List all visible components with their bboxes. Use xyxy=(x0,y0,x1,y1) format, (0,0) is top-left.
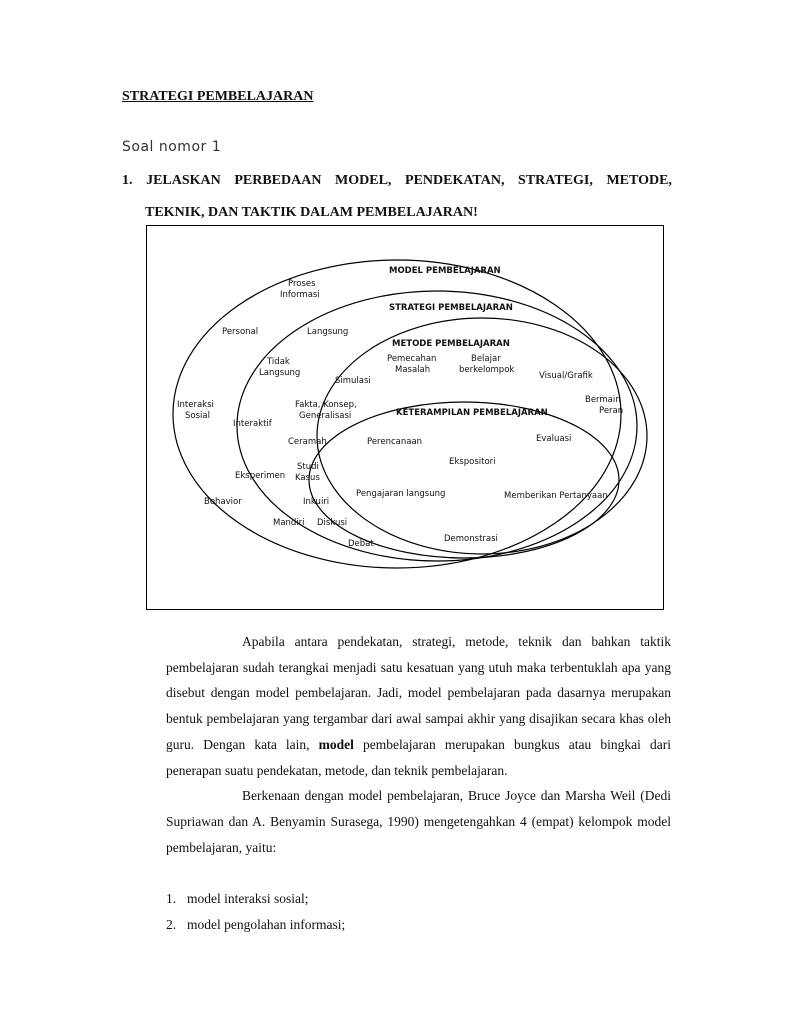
label-generalisasi: Generalisasi xyxy=(299,411,352,421)
label-proses: Proses xyxy=(288,279,316,289)
question-number: 1. xyxy=(122,173,133,188)
label-diskusi: Diskusi xyxy=(317,518,348,528)
question-line-1 xyxy=(122,173,672,189)
label-evaluasi: Evaluasi xyxy=(536,434,572,444)
label-ekspositori: Ekspositori xyxy=(449,457,496,467)
label-eksperimen: Eksperimen xyxy=(235,471,286,481)
question-line-2: TEKNIK, DAN TAKTIK DALAM PEMBELAJARAN! xyxy=(145,205,478,220)
paragraph-1-text: Apabila antara pendekatan, strategi, metode, teknik dan bahkan taktik pembelajaran sudah terangkai menjadi satu kesatuan yang utuh maka terbentuklah apa yang disebut dengan model pembelajaran. Jadi, model pembelajaran pada dasarnya merupakan bentuk pembelajaran yang tergambar dari awal sampai akhir yang disajikan secara khas oleh guru. Dengan kata lain, xyxy=(166,634,671,752)
label-kasus: Kasus xyxy=(295,473,320,483)
label-ceramah: Ceramah xyxy=(288,437,327,447)
document-title: STRATEGI PEMBELAJARAN xyxy=(122,89,314,104)
heading-model: MODEL PEMBELAJARAN xyxy=(389,266,501,276)
list-text: model pengolahan informasi; xyxy=(187,916,346,932)
label-masalah: Masalah xyxy=(395,365,431,375)
list-text: model interaksi sosial; xyxy=(187,891,309,906)
list-number: 1. xyxy=(166,891,177,906)
label-simulasi: Simulasi xyxy=(335,376,371,386)
question-word: PERBEDAAN xyxy=(234,173,322,188)
label-belajar: Belajar xyxy=(471,354,501,364)
label-visual-grafik: Visual/Grafik xyxy=(539,371,593,381)
question-word: PENDEKATAN, xyxy=(405,173,505,188)
model-list xyxy=(166,886,345,937)
label-memberikan-pertanyaan: Memberikan Pertanyaan xyxy=(504,491,608,501)
question-word: METODE, xyxy=(606,173,672,188)
question-word: MODEL, xyxy=(335,173,392,188)
label-bermain: Bermain xyxy=(585,395,621,405)
list-number: 2. xyxy=(166,916,177,932)
heading-strategi: STRATEGI PEMBELAJARAN xyxy=(389,303,513,313)
label-berkelompok: berkelompok xyxy=(459,365,515,375)
label-pengajaran-langsung: Pengajaran langsung xyxy=(356,489,446,499)
question-word: JELASKAN xyxy=(146,173,221,188)
list-item xyxy=(166,886,345,912)
question-word: STRATEGI, xyxy=(518,173,593,188)
heading-metode: METODE PEMBELAJARAN xyxy=(392,339,510,349)
label-sosial: Sosial xyxy=(185,411,210,421)
bold-word-model: model xyxy=(318,736,354,752)
label-debat: Debat xyxy=(348,539,374,549)
soal-label: Soal nomor 1 xyxy=(122,139,222,155)
label-personal: Personal xyxy=(222,327,259,337)
label-peran: Peran xyxy=(599,406,624,416)
list-item xyxy=(166,912,345,938)
label-demonstrasi: Demonstrasi xyxy=(444,534,498,544)
label-mandiri: Mandiri xyxy=(273,518,305,528)
nested-ellipse-diagram xyxy=(146,225,664,610)
paragraph-2: Berkenaan dengan model pembelajaran, Bruce Joyce dan Marsha Weil (Dedi Supriawan dan A. Benyamin Surasega, 1990) mengetengahkan 4 (empat) kelompok model pembelajaran, yaitu: xyxy=(166,788,671,855)
label-fakta-konsep: Fakta, Konsep, xyxy=(295,400,357,410)
label-tidak-langsung: Langsung xyxy=(259,368,301,378)
label-behavior: Behavior xyxy=(204,497,242,507)
paragraph-1 xyxy=(166,629,671,860)
label-informasi: Informasi xyxy=(280,290,320,300)
label-interaktif: Interaktif xyxy=(233,419,272,429)
label-tidak: Tidak xyxy=(267,357,290,367)
label-langsung: Langsung xyxy=(307,327,349,337)
label-interaksi: Interaksi xyxy=(177,400,214,410)
label-studi: Studi xyxy=(297,462,319,472)
heading-keterampilan: KETERAMPILAN PEMBELAJARAN xyxy=(396,408,548,418)
label-pemecahan: Pemecahan xyxy=(387,354,437,364)
diagram-svg xyxy=(147,226,665,611)
paragraph-1-text-end: pembelajaran merupakan bungkus atau bingkai dari penerapan suatu pendekatan, metode, dan teknik pembelajaran. xyxy=(166,736,671,778)
label-perencanaan: Perencanaan xyxy=(367,437,423,447)
label-inkuiri: Inkuiri xyxy=(303,497,330,507)
